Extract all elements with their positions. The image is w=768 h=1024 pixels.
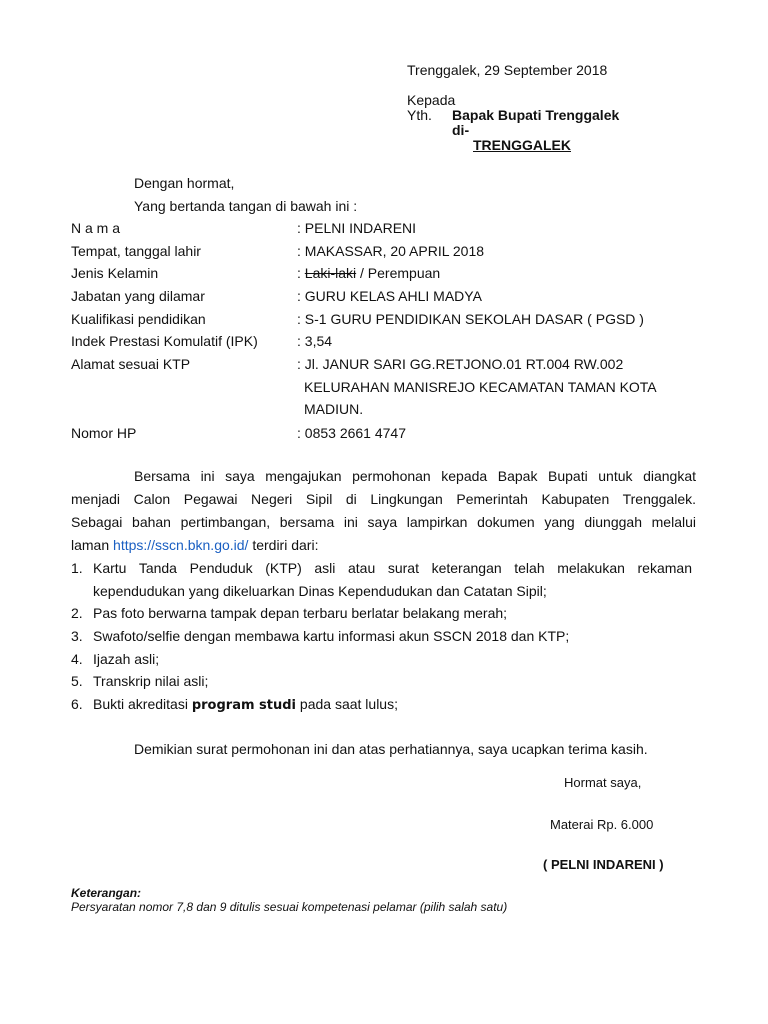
list-number: 2. [71, 605, 83, 621]
address-line-3: MADIUN. [304, 401, 364, 417]
regards: Hormat saya, [564, 775, 642, 790]
recipient-di: di- [452, 122, 470, 138]
gender-struck-option: Laki-laki [304, 265, 357, 281]
list-number: 1. [71, 560, 83, 576]
yth-label: Yth. [407, 107, 432, 123]
recipient-city: TRENGGALEK [473, 137, 571, 153]
identity-value: : Jl. JANUR SARI GG.RETJONO.01 RT.004 RW.002 [297, 356, 624, 372]
identity-label: Jenis Kelamin [71, 265, 159, 281]
identity-value: : 0853 2661 4747 [297, 425, 406, 441]
note-text: Persyaratan nomor 7,8 dan 9 ditulis sesuai kompetenasi pelamar (pilih salah satu) [71, 900, 508, 914]
paragraph-text: terdiri dari: [248, 537, 319, 553]
gender-selected-option: / Perempuan [356, 265, 441, 281]
list-text-part: pada saat lulus; [296, 696, 398, 712]
identity-value: : GURU KELAS AHLI MADYA [297, 288, 482, 304]
stamp-duty: Materai Rp. 6.000 [550, 817, 654, 832]
recipient: Bapak Bupati Trenggalek [452, 107, 620, 123]
identity-label: Nomor HP [71, 425, 137, 441]
list-text: Kartu Tanda Penduduk (KTP) asli atau surat keterangan telah melakukan rekaman [93, 560, 692, 576]
identity-value: : 3,54 [297, 333, 333, 349]
intro-text: Yang bertanda tangan di bawah ini : [134, 198, 358, 214]
list-text-bold: program studi [191, 698, 297, 713]
list-text: Ijazah asli; [93, 651, 160, 667]
list-text-part: Bukti akreditasi [93, 696, 192, 712]
paragraph-line: Sebagai bahan pertimbangan, bersama ini saya lampirkan dokumen yang diunggah melalui [71, 514, 696, 530]
identity-label: Tempat, tanggal lahir [71, 243, 201, 259]
salutation: Dengan hormat, [134, 175, 235, 191]
address-line-2: KELURAHAN MANISREJO KECAMATAN TAMAN KOTA [304, 379, 657, 395]
list-text: Swafoto/selfie dengan membawa kartu informasi akun SSCN 2018 dan KTP; [93, 628, 570, 644]
note-title: Keterangan: [71, 886, 142, 900]
list-number: 3. [71, 628, 83, 644]
signature-name: ( PELNI INDARENI ) [543, 857, 664, 872]
paragraph-line: menjadi Calon Pegawai Negeri Sipil di Lingkungan Pemerintah Kabupaten Trenggalek. [71, 491, 696, 507]
identity-value: : S-1 GURU PENDIDIKAN SEKOLAH DASAR ( PGSD ) [297, 311, 644, 327]
list-text: Transkrip nilai asli; [93, 673, 209, 689]
identity-label: Jabatan yang dilamar [71, 288, 205, 304]
identity-label: N a m a [71, 220, 121, 236]
sscn-link[interactable]: https://sscn.bkn.go.id/ [113, 537, 249, 553]
identity-value [297, 265, 440, 281]
identity-value: : PELNI INDARENI [297, 220, 417, 236]
identity-label: Alamat sesuai KTP [71, 356, 191, 372]
closing-text: Demikian surat permohonan ini dan atas perhatiannya, saya ucapkan terima kasih. [134, 741, 648, 757]
gender-prefix: : [297, 265, 305, 281]
paragraph-line: Bersama ini saya mengajukan permohonan kepada Bapak Bupati untuk diangkat [134, 468, 696, 484]
list-number: 5. [71, 673, 83, 689]
paragraph-line [71, 537, 318, 553]
identity-label: Kualifikasi pendidikan [71, 311, 206, 327]
list-text [93, 696, 692, 713]
list-text: Pas foto berwarna tampak depan terbaru berlatar belakang merah; [93, 605, 508, 621]
list-number: 6. [71, 696, 83, 712]
kepada-label: Kepada [407, 92, 456, 108]
list-number: 4. [71, 651, 83, 667]
place-date: Trenggalek, 29 September 2018 [407, 62, 608, 78]
identity-value: : MAKASSAR, 20 APRIL 2018 [297, 243, 485, 259]
identity-label: Indek Prestasi Komulatif (IPK) [71, 333, 258, 349]
paragraph-text: laman [71, 537, 114, 553]
list-text-continued: kependudukan yang dikeluarkan Dinas Kependudukan dan Catatan Sipil; [93, 583, 547, 599]
